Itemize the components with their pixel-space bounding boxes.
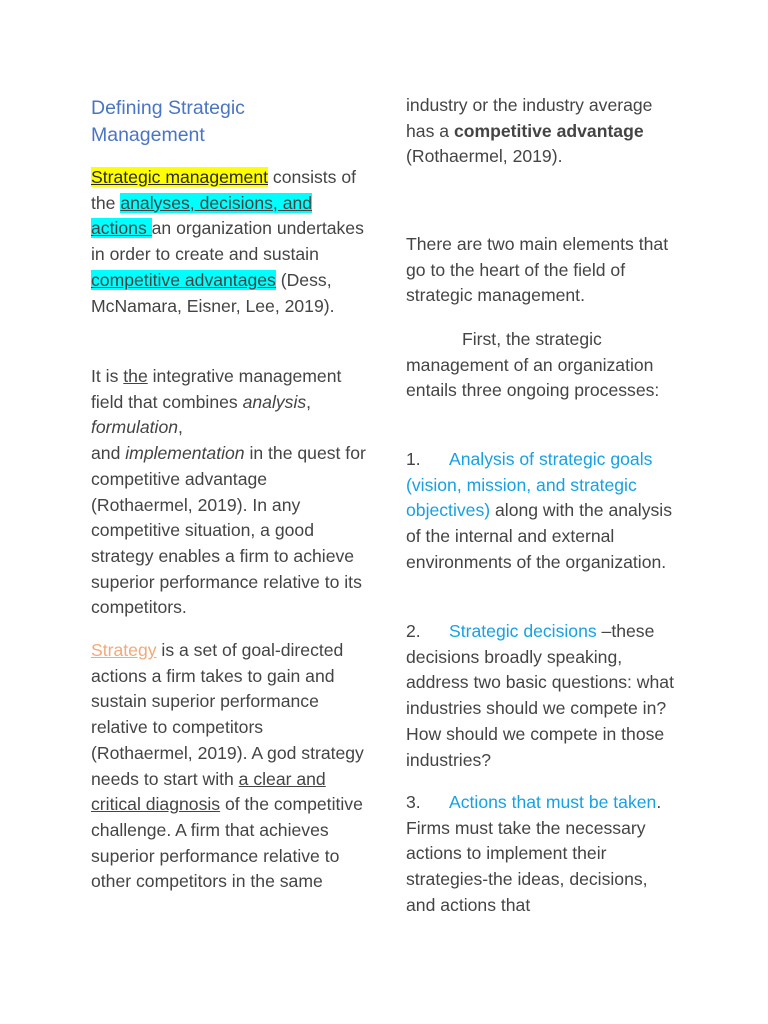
- paragraph-integrative: It is the integrative management field that combines analysis, formulation, and implementation in the quest for competitive advantage (Rothaermel, 2019). In any competitive situation, a good strategy enables a firm to achieve superior performance relative to its competitors.: [91, 366, 366, 618]
- strategy-term: Strategy: [91, 640, 157, 660]
- list-item-2: 2. Strategic decisions –these decisions broadly speaking, address two basic questions: what industries should we compete in? How should we compete in those industries?: [406, 621, 674, 770]
- highlighted-phrase: analyses, decisions, and actions: [91, 192, 313, 239]
- paragraph-advantage: industry or the industry average has a competitive advantage (Rothaermel, 2019).: [406, 95, 653, 167]
- list-item-3: 3. Actions that must be taken. Firms must take the necessary actions to implement their strategies-the ideas, decisions, and actions that: [406, 792, 662, 915]
- paragraph-definition: Strategic management consists of the analyses, decisions, and actions an organization undertakes in order to create and sustain competitive advantages (Dess, McNamara, Eisner, Lee, 2019).: [91, 167, 364, 316]
- section-heading: Defining Strategic Management: [91, 97, 245, 146]
- paragraph-strategy: Strategy is a set of goal-directed actions a firm takes to gain and sustain superior performance relative to competitors (Rothaermel, 2019). A god strategy needs to start with a clear and critical diagnosis of the competitive challenge. A firm that achieves superior performance relative to other competitors in the same: [91, 640, 364, 892]
- list-item-1: 1. Analysis of strategic goals (vision, mission, and strategic objectives) along with the analysis of the internal and external environments of the organization.: [406, 449, 673, 572]
- paragraph-two-elements: There are two main elements that go to the heart of the field of strategic management.: [406, 234, 669, 306]
- highlighted-term: Strategic management: [91, 167, 269, 187]
- paragraph-first: First, the strategic management of an organization entails three ongoing processes:: [406, 329, 660, 401]
- highlighted-phrase: competitive advantages: [91, 269, 276, 290]
